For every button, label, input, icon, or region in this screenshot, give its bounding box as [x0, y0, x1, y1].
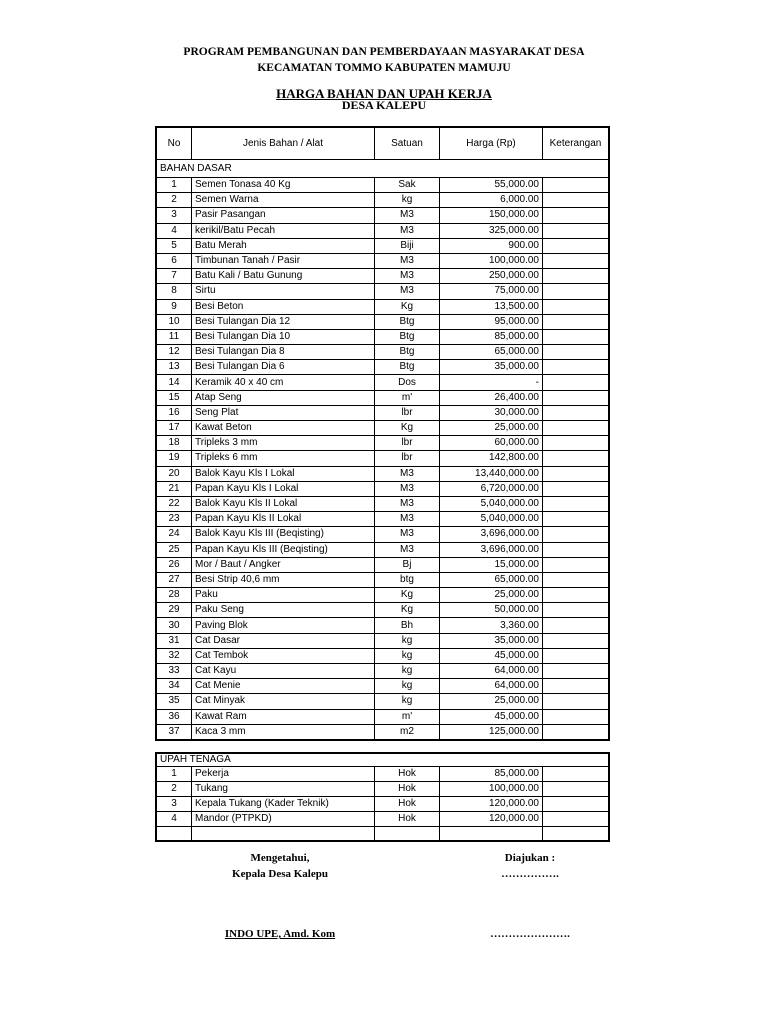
cell-keterangan [543, 436, 610, 451]
table-row [156, 618, 609, 633]
cell-no: 29 [156, 603, 192, 618]
cell-keterangan [543, 797, 610, 812]
cell-keterangan [543, 299, 610, 314]
cell-satuan: m' [375, 709, 440, 724]
cell-jenis: Kaca 3 mm [192, 724, 375, 740]
cell-no: 34 [156, 679, 192, 694]
cell-keterangan [543, 314, 610, 329]
cell-no: 14 [156, 375, 192, 390]
cell-keterangan [543, 360, 610, 375]
table-row [156, 451, 609, 466]
cell-jenis: Cat Minyak [192, 694, 375, 709]
signature-left-caption: Mengetahui, [250, 852, 310, 864]
cell-keterangan [543, 542, 610, 557]
cell-jenis: Pasir Pasangan [192, 208, 375, 223]
cell-no: 35 [156, 694, 192, 709]
cell-satuan: Kg [375, 299, 440, 314]
cell-harga: 60,000.00 [440, 436, 543, 451]
cell-satuan: kg [375, 694, 440, 709]
table-row [156, 375, 609, 390]
signature-left-name: INDO UPE, Amd. Kom [224, 928, 336, 940]
cell-harga: 75,000.00 [440, 284, 543, 299]
cell-harga: 900.00 [440, 238, 543, 253]
cell-jenis: Besi Strip 40,6 mm [192, 572, 375, 587]
cell-keterangan [543, 709, 610, 724]
table-row [156, 193, 609, 208]
cell-harga: 95,000.00 [440, 314, 543, 329]
cell-satuan: Hok [375, 812, 440, 827]
table-row [156, 633, 609, 648]
cell-no: 24 [156, 527, 192, 542]
cell-jenis: Besi Tulangan Dia 6 [192, 360, 375, 375]
cell-satuan: Btg [375, 345, 440, 360]
cell-jenis: Paku [192, 588, 375, 603]
cell-harga: - [440, 375, 543, 390]
cell-jenis: Timbunan Tanah / Pasir [192, 253, 375, 268]
cell-jenis: Balok Kayu Kls I Lokal [192, 466, 375, 481]
cell-harga: 125,000.00 [440, 724, 543, 740]
table-row [156, 542, 609, 557]
cell-keterangan [543, 588, 610, 603]
cell-satuan: Hok [375, 767, 440, 782]
cell-no: 25 [156, 542, 192, 557]
cell-jenis: Paku Seng [192, 603, 375, 618]
table-row [156, 466, 609, 481]
cell-no: 8 [156, 284, 192, 299]
section-label-bahan: BAHAN DASAR [156, 160, 609, 178]
cell-harga: 120,000.00 [440, 797, 543, 812]
cell-harga: 100,000.00 [440, 253, 543, 268]
cell-harga: 5,040,000.00 [440, 496, 543, 511]
table-row [156, 345, 609, 360]
cell-harga: 64,000.00 [440, 664, 543, 679]
cell-satuan: M3 [375, 512, 440, 527]
cell-satuan: M3 [375, 253, 440, 268]
cell-keterangan [543, 223, 610, 238]
cell-satuan: Btg [375, 314, 440, 329]
cell-harga: 6,000.00 [440, 193, 543, 208]
cell-keterangan [543, 329, 610, 344]
cell-jenis: kerikil/Batu Pecah [192, 223, 375, 238]
cell-satuan: M3 [375, 542, 440, 557]
table-row [156, 588, 609, 603]
empty-cell [156, 827, 192, 842]
table-row [156, 648, 609, 663]
cell-harga: 45,000.00 [440, 648, 543, 663]
cell-jenis: Papan Kayu Kls I Lokal [192, 481, 375, 496]
cell-keterangan [543, 284, 610, 299]
cell-satuan: M3 [375, 527, 440, 542]
cell-jenis: Kawat Ram [192, 709, 375, 724]
cell-satuan: M3 [375, 269, 440, 284]
cell-satuan: m' [375, 390, 440, 405]
cell-keterangan [543, 633, 610, 648]
cell-satuan: m2 [375, 724, 440, 740]
cell-no: 37 [156, 724, 192, 740]
cell-no: 1 [156, 767, 192, 782]
cell-keterangan [543, 782, 610, 797]
cell-no: 17 [156, 421, 192, 436]
cell-jenis: Papan Kayu Kls II Lokal [192, 512, 375, 527]
signature-left-title: Kepala Desa Kalepu [232, 868, 328, 880]
empty-cell [375, 827, 440, 842]
cell-jenis: Mandor (PTPKD) [192, 812, 375, 827]
cell-jenis: Tripleks 3 mm [192, 436, 375, 451]
table-row [156, 664, 609, 679]
cell-jenis: Balok Kayu Kls III (Beqisting) [192, 527, 375, 542]
table-row [156, 782, 609, 797]
cell-no: 1 [156, 178, 192, 193]
cell-keterangan [543, 451, 610, 466]
cell-keterangan [543, 466, 610, 481]
cell-keterangan [543, 405, 610, 420]
cell-harga: 325,000.00 [440, 223, 543, 238]
cell-harga: 150,000.00 [440, 208, 543, 223]
cell-keterangan [543, 345, 610, 360]
cell-no: 2 [156, 782, 192, 797]
cell-harga: 64,000.00 [440, 679, 543, 694]
table-row [156, 269, 609, 284]
cell-no: 27 [156, 572, 192, 587]
cell-keterangan [543, 812, 610, 827]
table-row [156, 512, 609, 527]
col-header-no: No [156, 127, 192, 160]
cell-satuan: Bj [375, 557, 440, 572]
cell-jenis: Batu Kali / Batu Gunung [192, 269, 375, 284]
cell-jenis: Mor / Baut / Angker [192, 557, 375, 572]
cell-keterangan [543, 208, 610, 223]
cell-satuan: M3 [375, 223, 440, 238]
cell-satuan: Btg [375, 329, 440, 344]
cell-harga: 3,360.00 [440, 618, 543, 633]
cell-jenis: Semen Tonasa 40 Kg [192, 178, 375, 193]
signature-right-name: …………………. [490, 928, 570, 940]
cell-no: 31 [156, 633, 192, 648]
cell-harga: 250,000.00 [440, 269, 543, 284]
table-row [156, 797, 609, 812]
table-header-row [156, 127, 609, 160]
cell-harga: 65,000.00 [440, 345, 543, 360]
cell-keterangan [543, 694, 610, 709]
table-row [156, 390, 609, 405]
cell-keterangan [543, 496, 610, 511]
cell-no: 6 [156, 253, 192, 268]
cell-keterangan [543, 664, 610, 679]
table-row [156, 284, 609, 299]
cell-satuan: kg [375, 633, 440, 648]
table-row [156, 314, 609, 329]
table-row [156, 178, 609, 193]
cell-jenis: Besi Tulangan Dia 8 [192, 345, 375, 360]
cell-satuan: Kg [375, 588, 440, 603]
cell-harga: 85,000.00 [440, 767, 543, 782]
table-row [156, 603, 609, 618]
cell-keterangan [543, 238, 610, 253]
cell-satuan: Sak [375, 178, 440, 193]
cell-keterangan [543, 193, 610, 208]
cell-no: 23 [156, 512, 192, 527]
cell-harga: 6,720,000.00 [440, 481, 543, 496]
cell-no: 19 [156, 451, 192, 466]
cell-satuan: Hok [375, 782, 440, 797]
col-header-keterangan: Keterangan [543, 127, 610, 160]
table-row [156, 557, 609, 572]
cell-no: 4 [156, 812, 192, 827]
cell-no: 18 [156, 436, 192, 451]
cell-keterangan [543, 648, 610, 663]
cell-harga: 5,040,000.00 [440, 512, 543, 527]
cell-satuan: kg [375, 664, 440, 679]
cell-no: 13 [156, 360, 192, 375]
cell-jenis: Kawat Beton [192, 421, 375, 436]
cell-no: 15 [156, 390, 192, 405]
upah-table [155, 752, 610, 842]
table-row [156, 253, 609, 268]
col-header-jenis: Jenis Bahan / Alat [192, 127, 375, 160]
cell-jenis: Batu Merah [192, 238, 375, 253]
cell-harga: 100,000.00 [440, 782, 543, 797]
table-row [156, 767, 609, 782]
table-row [156, 299, 609, 314]
empty-cell [440, 827, 543, 842]
cell-jenis: Cat Tembok [192, 648, 375, 663]
cell-jenis: Besi Tulangan Dia 12 [192, 314, 375, 329]
table-row [156, 527, 609, 542]
cell-no: 16 [156, 405, 192, 420]
cell-keterangan [543, 557, 610, 572]
cell-satuan: Dos [375, 375, 440, 390]
header-program: PROGRAM PEMBANGUNAN DAN PEMBERDAYAAN MASYARAKAT DESA [183, 46, 585, 58]
table-row [156, 694, 609, 709]
cell-harga: 30,000.00 [440, 405, 543, 420]
col-header-satuan: Satuan [375, 127, 440, 160]
cell-jenis: Cat Kayu [192, 664, 375, 679]
cell-jenis: Pekerja [192, 767, 375, 782]
table-row [156, 481, 609, 496]
table-row [156, 572, 609, 587]
cell-satuan: btg [375, 572, 440, 587]
cell-no: 21 [156, 481, 192, 496]
cell-jenis: Semen Warna [192, 193, 375, 208]
cell-keterangan [543, 512, 610, 527]
cell-satuan: Hok [375, 797, 440, 812]
cell-jenis: Keramik 40 x 40 cm [192, 375, 375, 390]
section-label-upah: UPAH TENAGA [156, 753, 609, 767]
table-row [156, 238, 609, 253]
cell-keterangan [543, 618, 610, 633]
signature-right-dots: ……………. [501, 868, 559, 880]
cell-keterangan [543, 481, 610, 496]
cell-harga: 25,000.00 [440, 421, 543, 436]
cell-satuan: M3 [375, 208, 440, 223]
cell-no: 5 [156, 238, 192, 253]
cell-harga: 35,000.00 [440, 633, 543, 648]
empty-cell [543, 827, 610, 842]
cell-no: 2 [156, 193, 192, 208]
cell-jenis: Besi Tulangan Dia 10 [192, 329, 375, 344]
cell-satuan: lbr [375, 436, 440, 451]
cell-satuan: lbr [375, 405, 440, 420]
cell-no: 3 [156, 208, 192, 223]
table-row [156, 208, 609, 223]
table-row [156, 360, 609, 375]
cell-harga: 15,000.00 [440, 557, 543, 572]
cell-keterangan [543, 178, 610, 193]
cell-no: 30 [156, 618, 192, 633]
table-row [156, 405, 609, 420]
cell-harga: 50,000.00 [440, 603, 543, 618]
cell-harga: 45,000.00 [440, 709, 543, 724]
header-kecamatan: KECAMATAN TOMMO KABUPATEN MAMUJU [257, 62, 511, 74]
cell-no: 22 [156, 496, 192, 511]
cell-satuan: kg [375, 679, 440, 694]
cell-no: 33 [156, 664, 192, 679]
cell-satuan: Biji [375, 238, 440, 253]
cell-satuan: kg [375, 193, 440, 208]
page-subtitle: DESA KALEPU [341, 98, 427, 112]
cell-satuan: Btg [375, 360, 440, 375]
cell-jenis: Besi Beton [192, 299, 375, 314]
cell-satuan: Bh [375, 618, 440, 633]
cell-satuan: M3 [375, 284, 440, 299]
cell-harga: 13,500.00 [440, 299, 543, 314]
cell-no: 32 [156, 648, 192, 663]
cell-harga: 3,696,000.00 [440, 542, 543, 557]
section-row [156, 753, 609, 767]
cell-harga: 85,000.00 [440, 329, 543, 344]
cell-no: 28 [156, 588, 192, 603]
cell-harga: 35,000.00 [440, 360, 543, 375]
cell-keterangan [543, 269, 610, 284]
cell-jenis: Tukang [192, 782, 375, 797]
cell-keterangan [543, 603, 610, 618]
cell-satuan: Kg [375, 421, 440, 436]
page-title: HARGA BAHAN DAN UPAH KERJA [276, 86, 492, 101]
cell-jenis: Balok Kayu Kls II Lokal [192, 496, 375, 511]
table-row [156, 436, 609, 451]
cell-satuan: Kg [375, 603, 440, 618]
cell-harga: 55,000.00 [440, 178, 543, 193]
cell-satuan: M3 [375, 481, 440, 496]
cell-no: 10 [156, 314, 192, 329]
cell-harga: 25,000.00 [440, 694, 543, 709]
cell-no: 12 [156, 345, 192, 360]
cell-no: 20 [156, 466, 192, 481]
table-row [156, 812, 609, 827]
table-row [156, 421, 609, 436]
cell-harga: 25,000.00 [440, 588, 543, 603]
cell-no: 26 [156, 557, 192, 572]
cell-no: 3 [156, 797, 192, 812]
cell-no: 4 [156, 223, 192, 238]
cell-keterangan [543, 390, 610, 405]
table-row [156, 724, 609, 740]
cell-no: 7 [156, 269, 192, 284]
cell-jenis: Cat Menie [192, 679, 375, 694]
cell-harga: 3,696,000.00 [440, 527, 543, 542]
cell-harga: 120,000.00 [440, 812, 543, 827]
signature-right-caption: Diajukan : [504, 852, 556, 864]
table-row [156, 223, 609, 238]
cell-satuan: lbr [375, 451, 440, 466]
cell-keterangan [543, 572, 610, 587]
empty-cell [192, 827, 375, 842]
table-row [156, 709, 609, 724]
cell-harga: 13,440,000.00 [440, 466, 543, 481]
cell-jenis: Seng Plat [192, 405, 375, 420]
cell-no: 11 [156, 329, 192, 344]
bahan-table [155, 126, 610, 741]
cell-keterangan [543, 679, 610, 694]
cell-jenis: Kepala Tukang (Kader Teknik) [192, 797, 375, 812]
cell-no: 36 [156, 709, 192, 724]
table-row [156, 496, 609, 511]
cell-jenis: Cat Dasar [192, 633, 375, 648]
table-row [156, 679, 609, 694]
cell-keterangan [543, 253, 610, 268]
cell-keterangan [543, 724, 610, 740]
cell-jenis: Paving Blok [192, 618, 375, 633]
cell-harga: 26,400.00 [440, 390, 543, 405]
col-header-harga: Harga (Rp) [440, 127, 543, 160]
cell-satuan: kg [375, 648, 440, 663]
cell-jenis: Papan Kayu Kls III (Beqisting) [192, 542, 375, 557]
cell-keterangan [543, 375, 610, 390]
cell-jenis: Tripleks 6 mm [192, 451, 375, 466]
blank-row [156, 827, 609, 842]
cell-keterangan [543, 421, 610, 436]
cell-satuan: M3 [375, 496, 440, 511]
cell-keterangan [543, 527, 610, 542]
cell-jenis: Sirtu [192, 284, 375, 299]
cell-no: 9 [156, 299, 192, 314]
cell-keterangan [543, 767, 610, 782]
cell-jenis: Atap Seng [192, 390, 375, 405]
cell-satuan: M3 [375, 466, 440, 481]
table-row [156, 329, 609, 344]
cell-harga: 142,800.00 [440, 451, 543, 466]
section-row [156, 160, 609, 178]
cell-harga: 65,000.00 [440, 572, 543, 587]
